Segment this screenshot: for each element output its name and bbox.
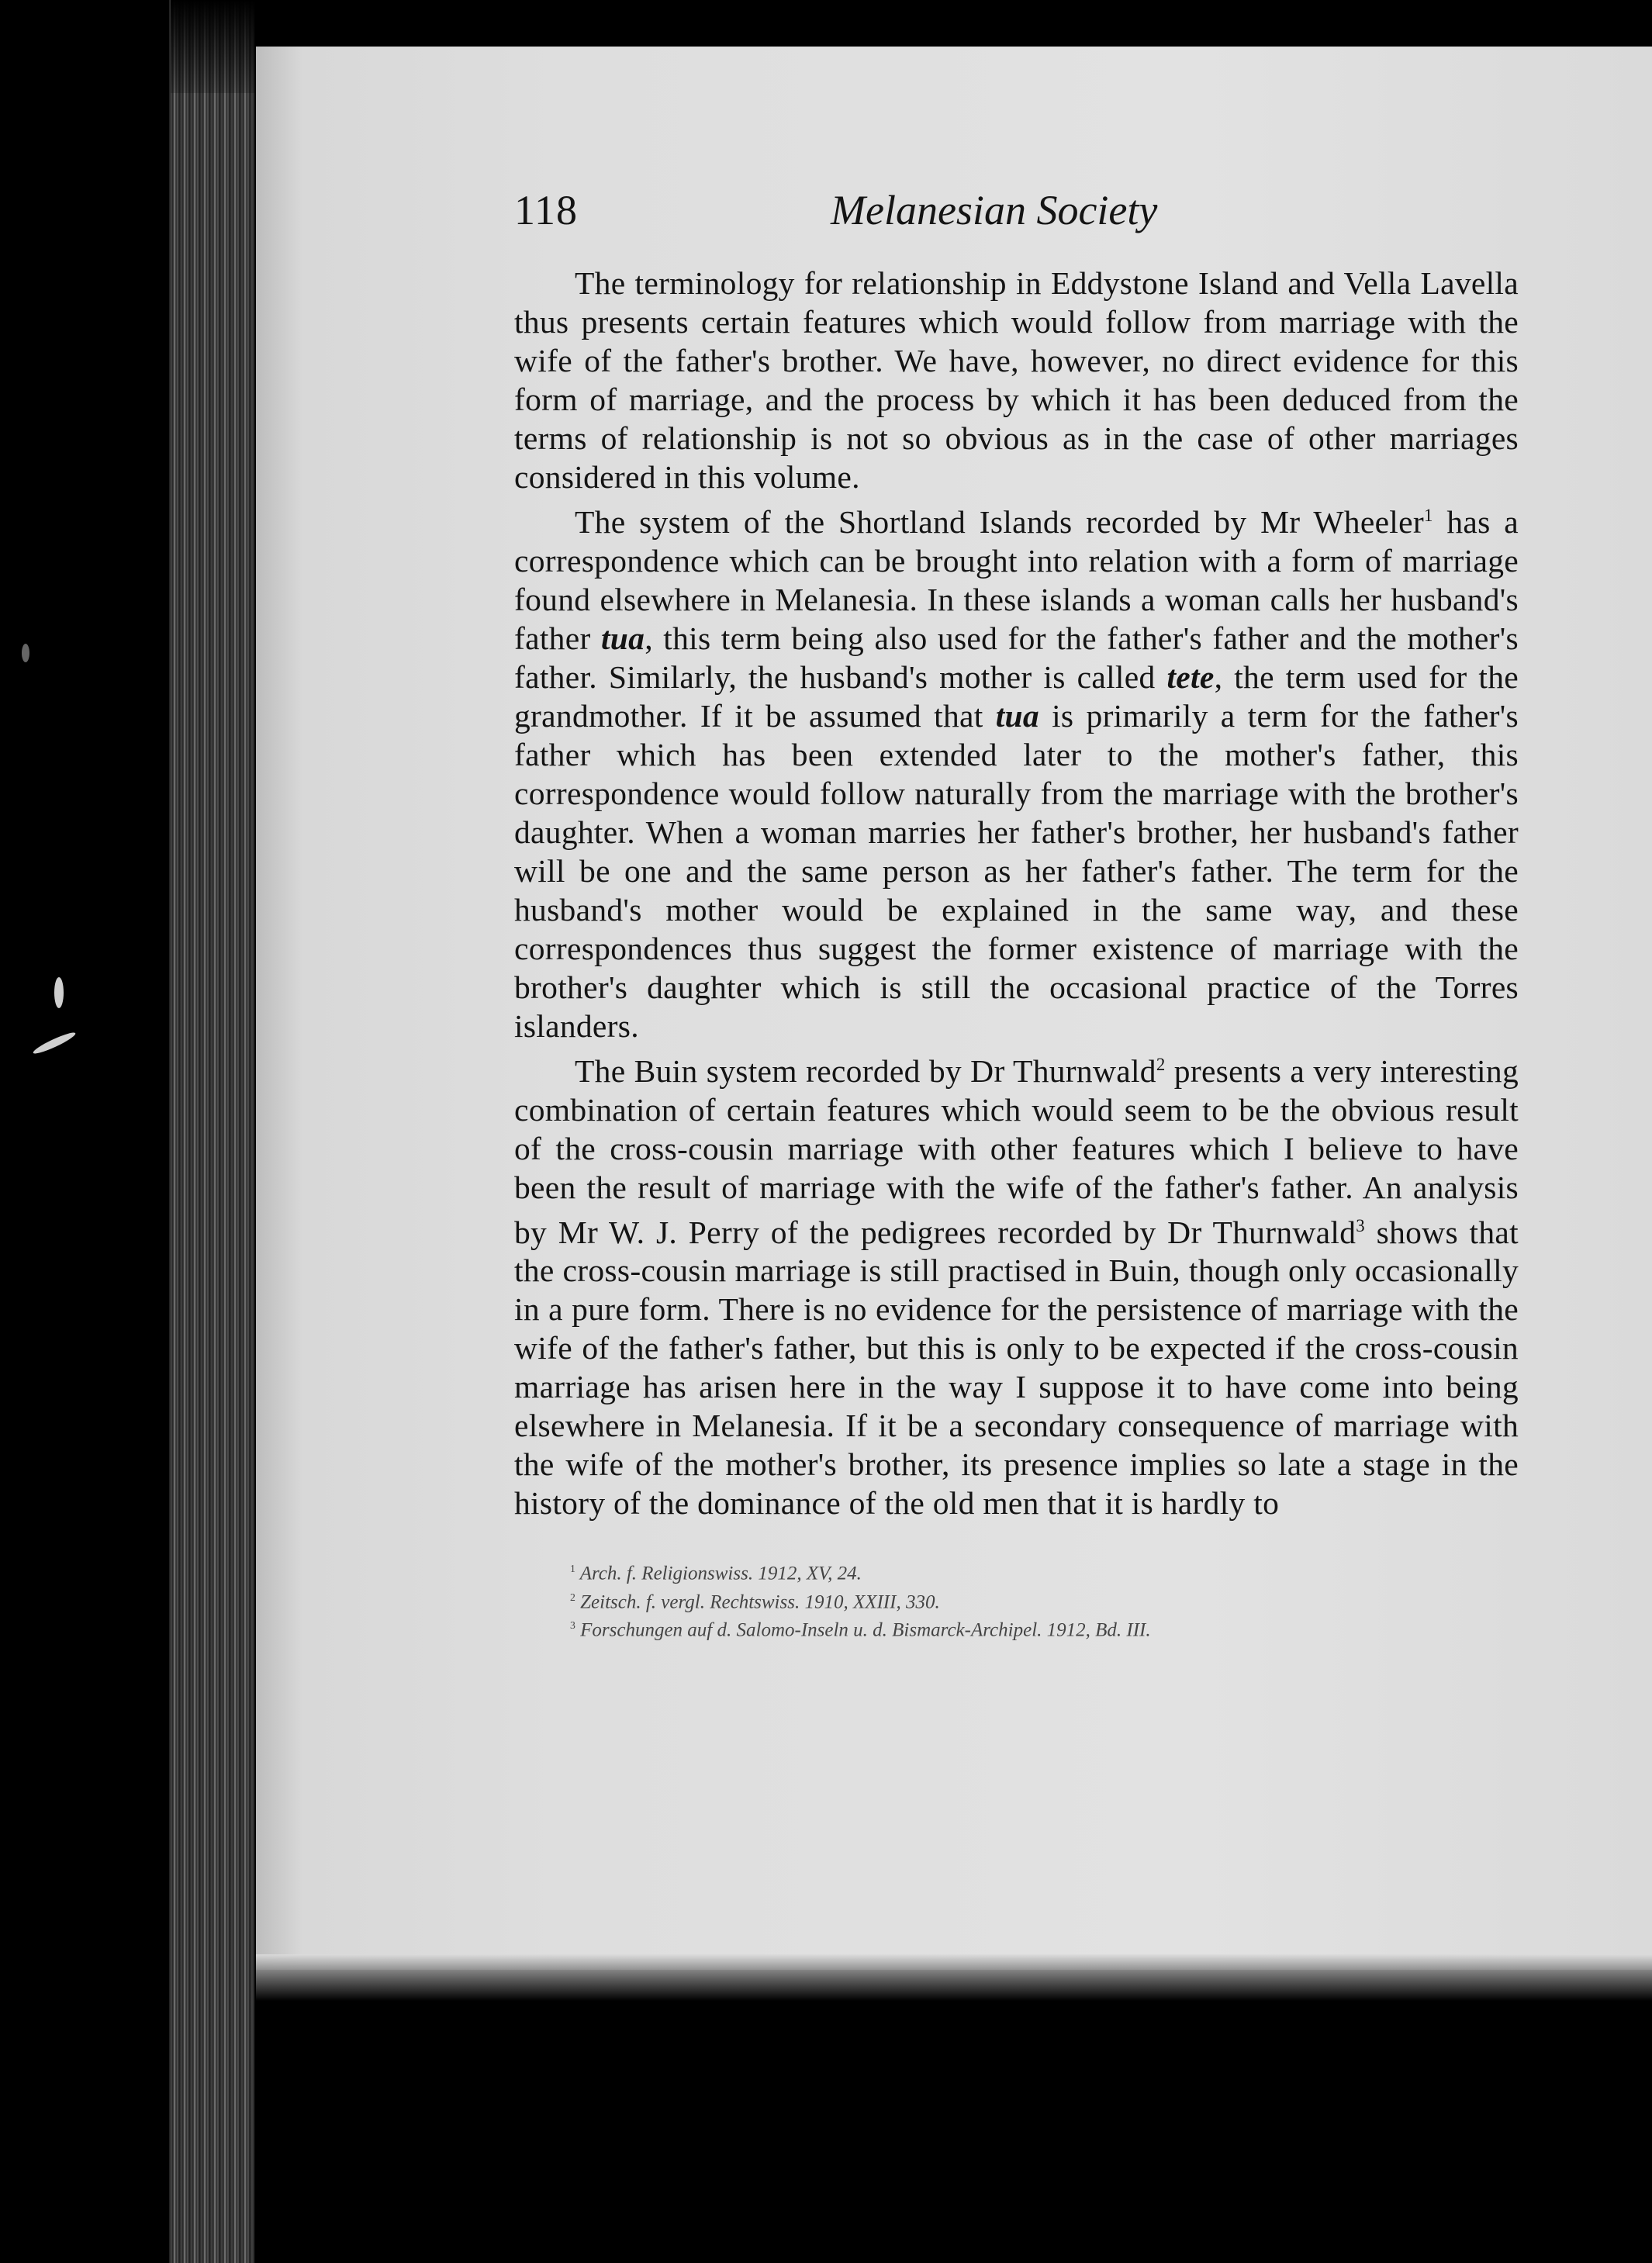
paragraph-3 [514,1045,1519,1523]
footnote-text: Zeitsch. f. vergl. Rechtswiss. 1910, XXIII, 330. [580,1591,940,1613]
text-run: The Buin system recorded by Dr Thurnwald [575,1052,1156,1089]
scan-artifact [32,1030,78,1056]
text-run: The system of the Shortland Islands recorded by Mr Wheeler [575,503,1424,540]
page-bottom-shadow [256,1954,1652,2001]
footnote-ref-3: 3 [1356,1215,1365,1235]
book-edge-shadow [171,0,256,93]
text-run: , the term used for the grandmother. If it be assumed that [514,658,1519,734]
term-tete: tete [1166,658,1215,695]
footnote-text: Forschungen auf d. Salomo-Inseln u. d. Bismarck-Archipel. 1912, Bd. III. [580,1619,1151,1641]
page-content [514,186,1519,1642]
body-text [514,264,1519,1522]
footnote-ref-1: 1 [1423,506,1433,525]
footnote-1 [570,1557,1519,1585]
footnote-number: 1 [570,1563,575,1575]
running-head [514,186,1519,248]
scan-artifact [54,977,64,1008]
page-number: 118 [514,187,578,233]
term-tua: tua [600,620,645,656]
footnotes [514,1557,1519,1642]
footnote-3 [570,1614,1519,1642]
running-title: Melanesian Society [831,187,1158,233]
text-run: presents a very interesting combination of certain features which would seem to be the obvious result of the cross-cousin marriage with other features which I believe to have been the result of marriage with the wife of the father's father. An analysis by Mr W. J. Perry of the pedigrees recorded by Dr Thurnwald [514,1052,1519,1250]
book-page-edges [169,0,254,2263]
scan-artifact [22,644,29,662]
paragraph-2 [514,496,1519,1045]
text-run: shows that the cross-cousin marriage is still practised in Buin, though only occasionally in a pure form. There is no evidence for the persistence of marriage with the wife of the father's father, but this is only to be expected if the cross-cousin marriage has arisen here in the way I suppose it to have come into being elsewhere in Melanesia. If it be a secondary consequence of marriage with the wife of the mother's brother, its presence implies so late a stage in the history of the dominance of the old men that it is hardly to [514,1214,1519,1522]
footnote-number: 2 [570,1591,575,1603]
text-run: has a correspondence which can be brought into relation with a form of marriage found elsewhere in Melanesia. In these islands a woman calls her husband's father [514,503,1519,656]
footnote-number: 3 [570,1619,575,1632]
term-tua: tua [995,697,1039,734]
paragraph-1: The terminology for relationship in Eddystone Island and Vella Lavella thus presents certain features which would follow from marriage with the wife of the father's brother. We have, however, no direct evidence for this form of marriage, and the process by which it has been deduced from the terms of relationship is not so obvious as in the case of other marriages considered in this volume. [514,265,1519,495]
text-run: , this term being also used for the father's father and the mother's father. Similarly, the husband's mother is called [514,620,1519,695]
text-run: is primarily a term for the father's father which has been extended later to the mother's father, this correspondence would follow naturally from the marriage with the brother's daughter. When a woman marries her father's brother, her husband's father will be one and the same person as her father's father. The term for the husband's mother would be explained in the same way, and these correspondences thus suggest the former existence of marriage with the brother's daughter which is still the occasional practice of the Torres islanders. [514,697,1519,1044]
footnote-ref-2: 2 [1156,1054,1166,1074]
footnote-text: Arch. f. Religionswiss. 1912, XV, 24. [579,1563,862,1584]
footnote-2 [570,1586,1519,1614]
